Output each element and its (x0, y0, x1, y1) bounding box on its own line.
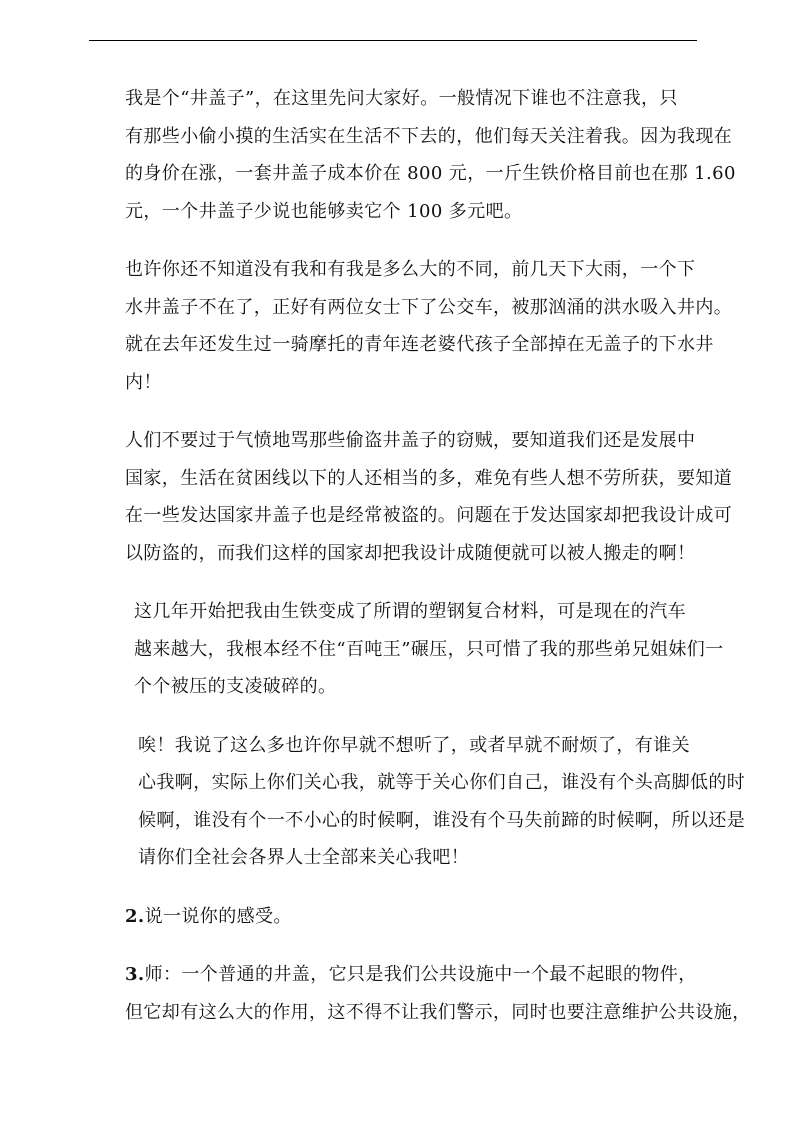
text-line: 请你们全社会各界人士全部来关心我吧！ (138, 847, 470, 868)
item-3 (89, 956, 751, 1031)
text-line: 唉！我说了这么多也许你早就不想听了，或者早就不耐烦了，有谁关 (138, 734, 690, 756)
text-line: 这几年开始把我由生铁变成了所谓的塑钢复合材料，可是现在的汽车 (134, 601, 686, 622)
text-line: 人们不要过于气愤地骂那些偷盗井盖子的窃贼，要知道我们还是发展中 (125, 430, 696, 451)
item-2-text: 说一说你的感受。 (144, 905, 292, 927)
text-line: 心我啊，实际上你们关心我，就等于关心你们自己，谁没有个头高脚低的时 (138, 772, 746, 793)
item-2-number: 2. (125, 905, 145, 927)
paragraph-5 (89, 727, 746, 877)
text-line: 也许你还不知道没有我和有我是多么大的不同，前几天下大雨，一个下 (125, 259, 696, 280)
paragraph-2 (89, 251, 733, 401)
paragraph-4 (89, 593, 724, 706)
item-3-line (89, 956, 697, 994)
text-line: 内！ (125, 371, 162, 393)
text-line: 以防盗的，而我们这样的国家却把我设计成随便就可以被人搬走的啊！ (125, 542, 696, 564)
text-line: 我是个“井盖子”，在这里先问大家好。一般情况下谁也不注意我，只 (125, 88, 678, 109)
item-3-number: 3. (125, 964, 145, 985)
text-line: 候啊，谁没有个一不小心的时候啊，谁没有个马失前蹄的时候啊，所以还是 (138, 809, 746, 831)
text-line: 在一些发达国家井盖子也是经常被盗的。问题在于发达国家却把我设计成可 (125, 505, 733, 526)
text-line: 但它却有这么大的作用，这不得不让我们警示，同时也要注意维护公共设施， (125, 1001, 751, 1023)
paragraph-1 (89, 80, 736, 230)
text-line: 个个被压的支凌破碎的。 (134, 676, 337, 697)
text-line: 有那些小偷小摸的生活实在生活不下去的，他们每天关注着我。因为我现在 (125, 125, 733, 147)
text-line: 国家，生活在贫困线以下的人还相当的多，难免有些人想不劳所获，要知道 (125, 467, 733, 489)
text-line: 师：一个普通的井盖，它只是我们公共设施中一个最不起眼的物件， (144, 964, 697, 985)
item-2 (89, 898, 697, 936)
text-line: 元，一个井盖子少说也能够卖它个 100 多元吧。 (125, 200, 523, 222)
header-rule (89, 40, 697, 41)
text-line: 就在去年还发生过一骑摩托的青年连老婆代孩子全部掉在无盖子的下水井 (125, 334, 714, 355)
paragraph-3 (89, 422, 733, 572)
text-line: 水井盖子不在了，正好有两位女士下了公交车，被那汹涌的洪水吸入井内。 (125, 296, 733, 318)
item-2-line (89, 898, 697, 936)
text-line: 的身价在涨，一套井盖子成本价在 800 元，一斤生铁价格目前也在那 1.60 (125, 163, 736, 184)
text-line: 越来越大，我根本经不住“百吨王”碾压，只可惜了我的那些弟兄姐妹们一 (134, 638, 724, 660)
page-body (89, 80, 751, 1031)
